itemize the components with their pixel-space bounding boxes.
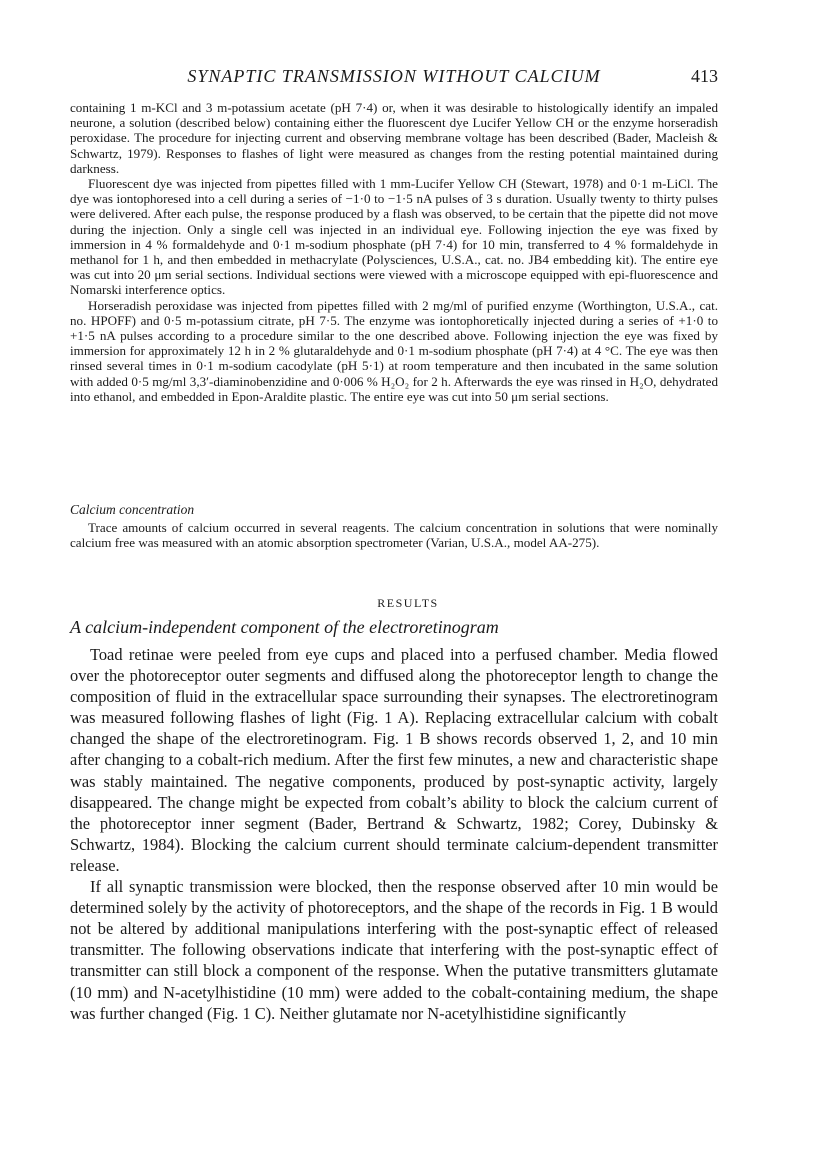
- results-heading: RESULTS: [377, 596, 439, 610]
- running-title: SYNAPTIC TRANSMISSION WITHOUT CALCIUM: [187, 66, 601, 86]
- results-paragraph-2: If all synaptic transmission were blocked, then the response observed after 10 min would be determined solely by the activity of photoreceptors, and the shape of the records in Fig. 1 B would not be altered by additional manipulations interfering with the post-synaptic effect of released transmitter. The following observations indicate that interfering with the post-synaptic effect of transmitter can still block a component of the response. When the putative transmitters glutamate (10 mm) and N-acetylhistidine (10 mm) were added to the cobalt-containing medium, the shape was further changed (Fig. 1 C). Neither glutamate nor N-acetylhistidine significantly: [70, 877, 718, 1023]
- calcium-text: [70, 520, 718, 550]
- methods-paragraph-2: Fluorescent dye was injected from pipettes filled with 1 mm-Lucifer Yellow CH (Stewart, 1978) and 0·1 m-LiCl. The dye was iontophoresed into a cell during a series of −1·0 to −1·5 nA pulses of 3 s duration. Usually twenty to thirty pulses were delivered. After each pulse, the response produced by a flash was observed, to be certain that the pipette did not move during the injection. Only a single cell was injected in an individual eye. Following injection the eye was fixed by immersion in 4 % formaldehyde and 0·1 m-sodium phosphate (pH 7·4) for 10 min, transferred to 4 % formaldehyde in methanol for 1 h, and then embedded in methacrylate (Polysciences, U.S.A., cat. no. JB4 embedding kit). The entire eye was cut into 20 μm serial sections. Individual sections were viewed with a microscope equipped with epi-fluorescence and Nomarski interference optics.: [70, 176, 718, 298]
- calcium-paragraph-1: Trace amounts of calcium occurred in several reagents. The calcium concentration in solutions that were nominally calcium free was measured with an atomic absorption spectrometer (Varian, U.S.A., model AA-275).: [70, 520, 718, 551]
- methods-text: [70, 100, 718, 404]
- page-number: 413: [691, 66, 718, 86]
- results-subheading: A calcium-independent component of the electroretinogram: [70, 617, 499, 637]
- methods-paragraph-3: Horseradish peroxidase was injected from pipettes filled with 2 mg/ml of purified enzyme (Worthington, U.S.A., cat. no. HPOFF) and 0·5 m-potassium citrate, pH 7·5. The enzyme was iontophoretically injected during a series of +1·0 to +1·5 nA pulses according to a procedure similar to the one described above. Following injection the eye was fixed by immersion for approximately 12 h in 2 % glutaraldehyde and 0·1 m-sodium phosphate (pH 7·4) at 4 °C. The eye was then rinsed several times in 0·1 m-sodium cacodylate (pH 5·1) at room temperature and then incubated in the same solution with added 0·5 mg/ml 3,3′-diaminobenzidine and 0·006 % H₂O₂ for 2 h. Afterwards the eye was rinsed in H₂O, dehydrated into ethanol, and embedded in Epon-Araldite plastic. The entire eye was cut into 50 μm serial sections.: [70, 297, 718, 404]
- results-text: [70, 644, 718, 1024]
- calcium-heading: Calcium concentration: [70, 502, 195, 517]
- running-header: [70, 66, 718, 88]
- results-paragraph-1: Toad retinae were peeled from eye cups and placed into a perfused chamber. Media flowed over the photoreceptor outer segments and diffused along the photoreceptor length to change the composition of fluid in the extracellular space surrounding their synapses. The electroretinogram was measured following flashes of light (Fig. 1 A). Replacing extracellular calcium with cobalt changed the shape of the electroretinogram. Fig. 1 B shows records observed 1, 2, and 10 min after changing to a cobalt-rich medium. After the first few minutes, a new and characteristic shape was stably maintained. The negative components, produced by post-synaptic activity, largely disappeared. The change might be expected from cobalt’s ability to block the calcium current of the photoreceptor inner segment (Bader, Bertrand & Schwartz, 1982; Corey, Dubinsky & Schwartz, 1984). Blocking the calcium current should terminate calcium-dependent transmitter release.: [70, 645, 718, 875]
- methods-paragraph-1: containing 1 m-KCl and 3 m-potassium acetate (pH 7·4) or, when it was desirable to histologically identify an impaled neurone, a solution (described below) containing either the fluorescent dye Lucifer Yellow CH or the enzyme horseradish peroxidase. The procedure for injecting current and observing membrane voltage has been described (Bader, Macleish & Schwartz, 1979). Responses to flashes of light were measured as changes from the resting potential maintained during darkness.: [70, 100, 718, 176]
